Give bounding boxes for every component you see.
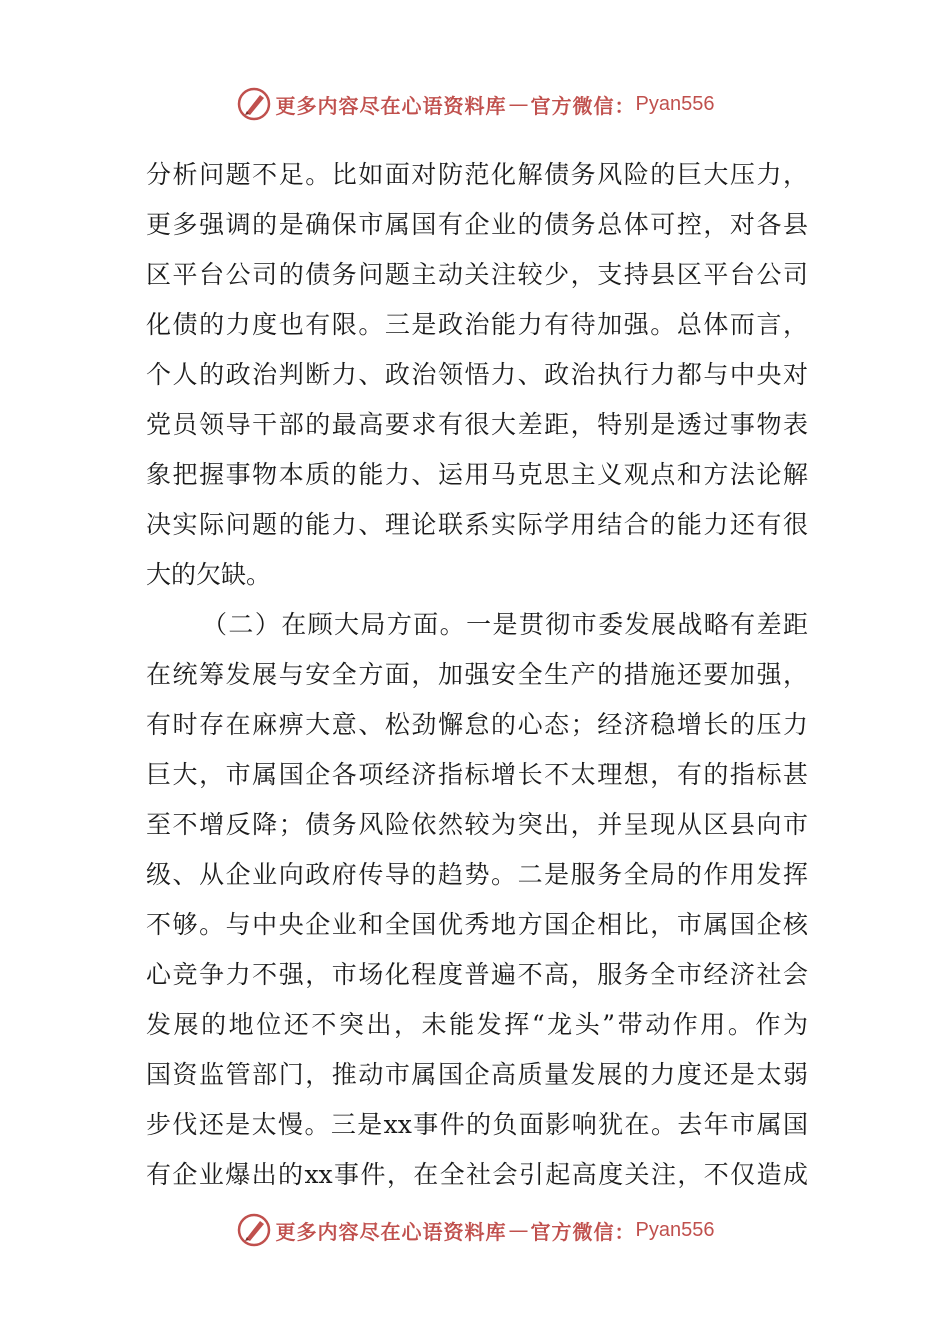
header-dash: — xyxy=(508,92,529,116)
text-line: 在统筹发展与安全方面，加强安全生产的措施还要加强， xyxy=(146,660,808,689)
footer-wechat-label: 官方微信： xyxy=(530,1219,636,1244)
text-line: 大的欠缺。 xyxy=(146,560,272,589)
header-wechat-label: 官方微信： xyxy=(530,93,636,118)
text-line: 巨大，市属国企各项经济指标增长不太理想，有的指标甚 xyxy=(146,760,808,789)
text-line: 心竞争力不强，市场化程度普遍不高，服务全市经济社会 xyxy=(146,960,808,989)
text-line: 有企业爆出的xx事件，在全社会引起高度关注，不仅造成 xyxy=(146,1160,808,1189)
text-line: 发展的地位还不突出，未能发挥“龙头”带动作用。作为 xyxy=(146,1010,808,1039)
text-line: 化债的力度也有限。三是政治能力有待加强。总体而言， xyxy=(146,310,808,339)
section-heading-line: （二）在顾大局方面。一是贯彻市委发展战略有差距 xyxy=(202,610,808,639)
text-line: 个人的政治判断力、政治领悟力、政治执行力都与中央对 xyxy=(146,360,808,389)
text-line: 有时存在麻痹大意、松劲懈怠的心态；经济稳增长的压力 xyxy=(146,710,808,739)
footer-site-text: 更多内容尽在心语资料库 xyxy=(275,1219,507,1244)
text-line: 区平台公司的债务问题主动关注较少，支持县区平台公司 xyxy=(146,260,808,289)
footer-dash: — xyxy=(508,1218,529,1242)
pen-logo-icon xyxy=(236,86,272,122)
pen-logo-icon xyxy=(236,1212,272,1248)
text-line: 不够。与中央企业和全国优秀地方国企相比，市属国企核 xyxy=(146,910,808,939)
text-line: 象把握事物本质的能力、运用马克思主义观点和方法论解 xyxy=(146,460,808,489)
header-site-text: 更多内容尽在心语资料库 xyxy=(275,93,507,118)
text-line: 级、从企业向政府传导的趋势。二是服务全局的作用发挥 xyxy=(146,860,808,889)
text-line: 步伐还是太慢。三是xx事件的负面影响犹在。去年市属国 xyxy=(146,1110,808,1139)
text-line: 决实际问题的能力、理论联系实际学用结合的能力还有很 xyxy=(146,510,808,539)
footer-wechat-id: Pyan556 xyxy=(635,1218,715,1241)
footer-watermark xyxy=(0,1210,950,1250)
text-line: 至不增反降；债务风险依然较为突出，并呈现从区县向市 xyxy=(146,810,808,839)
text-line: 党员领导干部的最高要求有很大差距，特别是透过事物表 xyxy=(146,410,808,439)
document-body xyxy=(146,150,808,1200)
text-line: 国资监管部门，推动市属国企高质量发展的力度还是太弱 xyxy=(146,1060,808,1089)
header-watermark xyxy=(0,84,950,124)
header-wechat-id: Pyan556 xyxy=(635,92,715,115)
text-line: 分析问题不足。比如面对防范化解债务风险的巨大压力， xyxy=(146,160,808,189)
text-line: 更多强调的是确保市属国有企业的债务总体可控，对各县 xyxy=(146,210,808,239)
